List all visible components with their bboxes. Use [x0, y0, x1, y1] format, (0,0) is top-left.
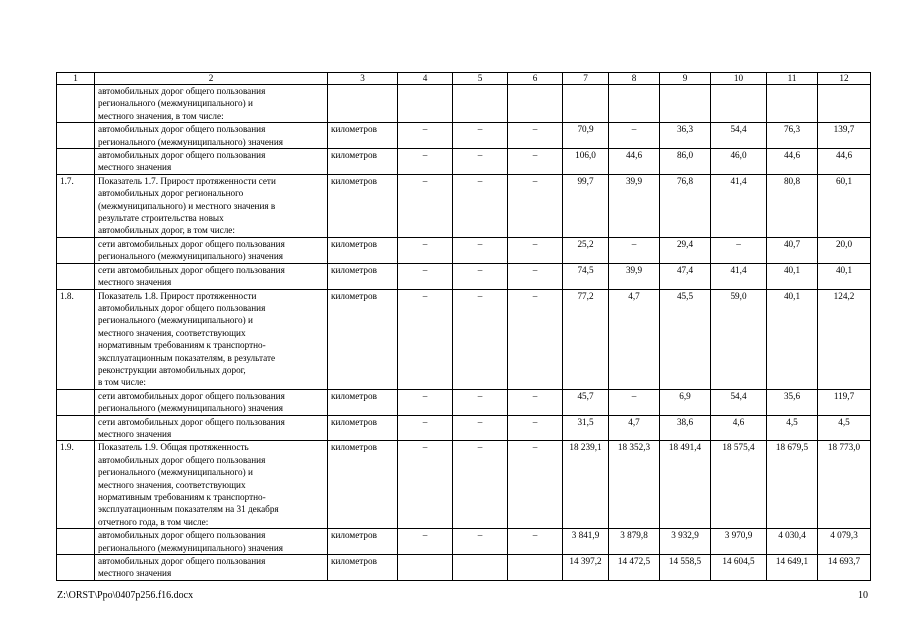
- value-cell: [453, 555, 508, 581]
- row-number-cell: [57, 555, 95, 581]
- value-cell: –: [453, 415, 508, 441]
- row-number-cell: [57, 415, 95, 441]
- value-cell: [563, 85, 609, 123]
- value-cell: –: [609, 123, 660, 149]
- value-cell: 47,4: [660, 263, 711, 289]
- value-cell: –: [453, 174, 508, 237]
- file-path: Z:\ORST\Ppo\0407p256.f16.docx: [57, 590, 194, 601]
- unit-cell: километров: [328, 389, 398, 415]
- value-cell: 45,7: [563, 389, 609, 415]
- value-cell: 14 649,1: [767, 555, 818, 581]
- value-cell: 3 932,9: [660, 529, 711, 555]
- value-cell: 18 679,5: [767, 441, 818, 529]
- value-cell: 25,2: [563, 237, 609, 263]
- indicator-name-cell: Показатель 1.9. Общая протяженность автомобильных дорог общего пользования регионального (межмуниципального) и местного значения, соответствующих нормативным требованиям к транспортно- эксплуатационным показателям на 31 декабря отчетного года, в том числе:: [95, 441, 328, 529]
- unit-cell: километров: [328, 174, 398, 237]
- value-cell: –: [453, 237, 508, 263]
- value-cell: 45,5: [660, 289, 711, 389]
- value-cell: 14 558,5: [660, 555, 711, 581]
- value-cell: [711, 85, 767, 123]
- value-cell: 119,7: [818, 389, 871, 415]
- table-row: [57, 389, 871, 415]
- value-cell: 4,7: [609, 415, 660, 441]
- indicator-name-cell: сети автомобильных дорог общего пользования местного значения: [95, 415, 328, 441]
- data-table: [56, 72, 871, 581]
- indicator-name-cell: автомобильных дорог общего пользования регионального (межмуниципального) значения: [95, 123, 328, 149]
- value-cell: 86,0: [660, 149, 711, 175]
- value-cell: [508, 555, 563, 581]
- value-cell: 44,6: [818, 149, 871, 175]
- value-cell: 139,7: [818, 123, 871, 149]
- value-cell: 38,6: [660, 415, 711, 441]
- value-cell: –: [453, 389, 508, 415]
- value-cell: 74,5: [563, 263, 609, 289]
- value-cell: 4 079,3: [818, 529, 871, 555]
- indicator-name-cell: Показатель 1.8. Прирост протяженности автомобильных дорог общего пользования регионального (межмуниципального) и местного значения, соответствующих нормативным требованиям к транспортно- эксплуатационным показателям, в результате реконструкции автомобильных дорог, в том числе:: [95, 289, 328, 389]
- indicator-name-cell: автомобильных дорог общего пользования местного значения: [95, 149, 328, 175]
- value-cell: [453, 85, 508, 123]
- value-cell: –: [508, 415, 563, 441]
- value-cell: 36,3: [660, 123, 711, 149]
- value-cell: 59,0: [711, 289, 767, 389]
- header-cell: 11: [767, 73, 818, 85]
- value-cell: 39,9: [609, 263, 660, 289]
- row-number-cell: [57, 149, 95, 175]
- value-cell: –: [508, 174, 563, 237]
- header-cell: 1: [57, 73, 95, 85]
- table-row: [57, 149, 871, 175]
- value-cell: 35,6: [767, 389, 818, 415]
- value-cell: 6,9: [660, 389, 711, 415]
- header-cell: 8: [609, 73, 660, 85]
- value-cell: –: [508, 529, 563, 555]
- unit-cell: километров: [328, 415, 398, 441]
- value-cell: 46,0: [711, 149, 767, 175]
- value-cell: 3 970,9: [711, 529, 767, 555]
- value-cell: 14 397,2: [563, 555, 609, 581]
- unit-cell: километров: [328, 441, 398, 529]
- unit-cell: километров: [328, 555, 398, 581]
- value-cell: 76,3: [767, 123, 818, 149]
- value-cell: 40,1: [767, 289, 818, 389]
- unit-cell: километров: [328, 263, 398, 289]
- value-cell: 4,5: [818, 415, 871, 441]
- value-cell: 44,6: [767, 149, 818, 175]
- value-cell: 18 773,0: [818, 441, 871, 529]
- indicator-name-cell: сети автомобильных дорог общего пользования регионального (межмуниципального) значения: [95, 237, 328, 263]
- unit-cell: километров: [328, 123, 398, 149]
- indicator-name-cell: автомобильных дорог общего пользования регионального (межмуниципального) значения: [95, 529, 328, 555]
- table-row: [57, 237, 871, 263]
- table-row: [57, 123, 871, 149]
- header-cell: 6: [508, 73, 563, 85]
- value-cell: –: [453, 529, 508, 555]
- header-cell: 5: [453, 73, 508, 85]
- value-cell: 39,9: [609, 174, 660, 237]
- value-cell: 77,2: [563, 289, 609, 389]
- row-number-cell: [57, 123, 95, 149]
- value-cell: –: [453, 149, 508, 175]
- value-cell: 40,1: [767, 263, 818, 289]
- value-cell: 31,5: [563, 415, 609, 441]
- row-number-cell: [57, 389, 95, 415]
- value-cell: –: [398, 174, 453, 237]
- value-cell: –: [398, 263, 453, 289]
- value-cell: 20,0: [818, 237, 871, 263]
- value-cell: [508, 85, 563, 123]
- page-number: 10: [858, 590, 868, 601]
- value-cell: 4,6: [711, 415, 767, 441]
- table-row: [57, 289, 871, 389]
- row-number-cell: [57, 263, 95, 289]
- table-row: [57, 555, 871, 581]
- value-cell: 14 604,5: [711, 555, 767, 581]
- table-row: [57, 85, 871, 123]
- unit-cell: [328, 85, 398, 123]
- value-cell: 60,1: [818, 174, 871, 237]
- table-row: [57, 174, 871, 237]
- header-cell: 10: [711, 73, 767, 85]
- value-cell: 124,2: [818, 289, 871, 389]
- header-cell: 7: [563, 73, 609, 85]
- row-number-cell: [57, 529, 95, 555]
- header-cell: 4: [398, 73, 453, 85]
- row-number-cell: 1.8.: [57, 289, 95, 389]
- table-row: [57, 415, 871, 441]
- value-cell: 54,4: [711, 123, 767, 149]
- row-number-cell: 1.7.: [57, 174, 95, 237]
- value-cell: 44,6: [609, 149, 660, 175]
- value-cell: [660, 85, 711, 123]
- indicator-name-cell: сети автомобильных дорог общего пользования местного значения: [95, 263, 328, 289]
- table-row: [57, 529, 871, 555]
- value-cell: –: [398, 441, 453, 529]
- value-cell: 4,7: [609, 289, 660, 389]
- header-cell: 9: [660, 73, 711, 85]
- value-cell: 40,7: [767, 237, 818, 263]
- value-cell: 4 030,4: [767, 529, 818, 555]
- value-cell: 106,0: [563, 149, 609, 175]
- table-row: [57, 263, 871, 289]
- value-cell: –: [398, 529, 453, 555]
- value-cell: –: [508, 123, 563, 149]
- value-cell: 54,4: [711, 389, 767, 415]
- indicator-name-cell: автомобильных дорог общего пользования местного значения: [95, 555, 328, 581]
- row-number-cell: [57, 237, 95, 263]
- value-cell: 18 575,4: [711, 441, 767, 529]
- value-cell: [398, 555, 453, 581]
- value-cell: –: [453, 441, 508, 529]
- value-cell: –: [398, 149, 453, 175]
- value-cell: –: [508, 289, 563, 389]
- value-cell: –: [453, 123, 508, 149]
- value-cell: –: [453, 289, 508, 389]
- value-cell: 70,9: [563, 123, 609, 149]
- unit-cell: километров: [328, 529, 398, 555]
- value-cell: –: [508, 263, 563, 289]
- value-cell: 3 841,9: [563, 529, 609, 555]
- unit-cell: километров: [328, 149, 398, 175]
- value-cell: 18 239,1: [563, 441, 609, 529]
- unit-cell: километров: [328, 289, 398, 389]
- value-cell: –: [609, 237, 660, 263]
- table-row: [57, 441, 871, 529]
- table-body: [57, 73, 871, 581]
- value-cell: –: [508, 237, 563, 263]
- value-cell: –: [508, 389, 563, 415]
- value-cell: –: [398, 389, 453, 415]
- value-cell: 3 879,8: [609, 529, 660, 555]
- value-cell: 18 491,4: [660, 441, 711, 529]
- header-cell: 12: [818, 73, 871, 85]
- value-cell: 80,8: [767, 174, 818, 237]
- unit-cell: километров: [328, 237, 398, 263]
- header-cell: 3: [328, 73, 398, 85]
- value-cell: –: [398, 415, 453, 441]
- value-cell: 76,8: [660, 174, 711, 237]
- value-cell: –: [508, 441, 563, 529]
- value-cell: 29,4: [660, 237, 711, 263]
- indicator-name-cell: сети автомобильных дорог общего пользования регионального (межмуниципального) значения: [95, 389, 328, 415]
- value-cell: 4,5: [767, 415, 818, 441]
- value-cell: [398, 85, 453, 123]
- value-cell: 18 352,3: [609, 441, 660, 529]
- value-cell: –: [398, 289, 453, 389]
- value-cell: –: [453, 263, 508, 289]
- indicator-name-cell: автомобильных дорог общего пользования регионального (межмуниципального) и местного значения, в том числе:: [95, 85, 328, 123]
- value-cell: [767, 85, 818, 123]
- header-cell: 2: [95, 73, 328, 85]
- row-number-cell: 1.9.: [57, 441, 95, 529]
- value-cell: –: [711, 237, 767, 263]
- header-row: [57, 73, 871, 85]
- value-cell: 41,4: [711, 174, 767, 237]
- value-cell: 14 472,5: [609, 555, 660, 581]
- row-number-cell: [57, 85, 95, 123]
- value-cell: 99,7: [563, 174, 609, 237]
- value-cell: –: [398, 237, 453, 263]
- indicator-name-cell: Показатель 1.7. Прирост протяженности сети автомобильных дорог регионального (межмуниципального) и местного значения в результате строительства новых автомобильных дорог, в том числе:: [95, 174, 328, 237]
- value-cell: –: [508, 149, 563, 175]
- value-cell: 41,4: [711, 263, 767, 289]
- value-cell: 40,1: [818, 263, 871, 289]
- value-cell: [818, 85, 871, 123]
- value-cell: 14 693,7: [818, 555, 871, 581]
- value-cell: –: [609, 389, 660, 415]
- value-cell: [609, 85, 660, 123]
- value-cell: –: [398, 123, 453, 149]
